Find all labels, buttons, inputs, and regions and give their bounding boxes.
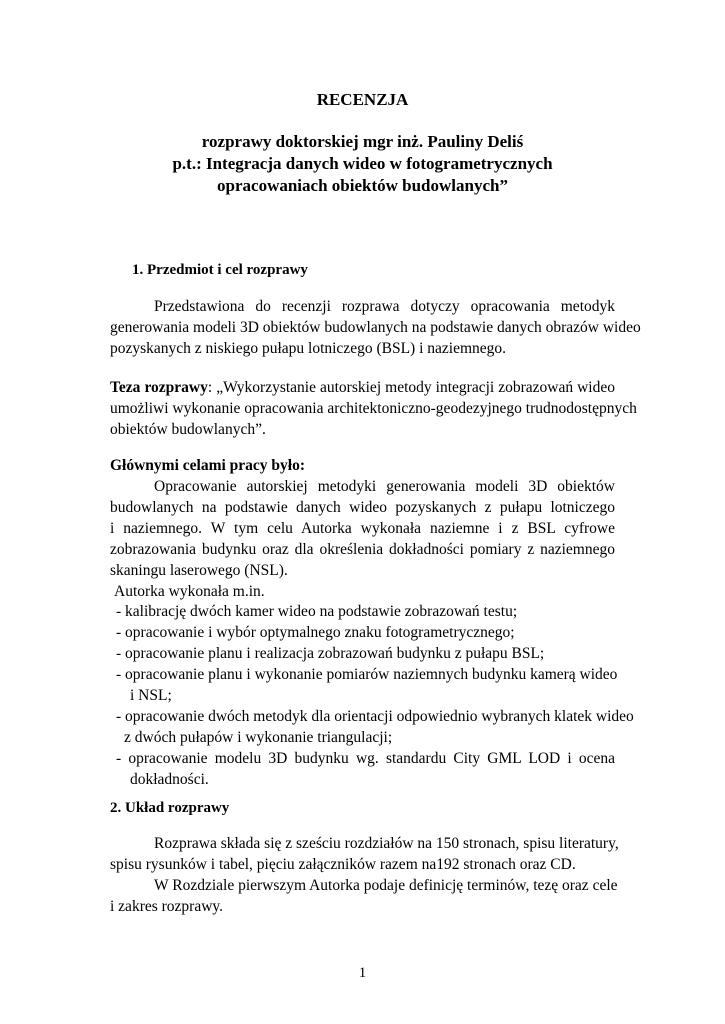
list-item-continuation: dokładności. [130,771,209,788]
section-1-intro [110,296,641,359]
section-1-heading: 1. Przedmiot i cel rozprawy [132,262,308,278]
goals-line-4: zobrazowania budynku oraz dla określenia dokładności pomiary z naziemnego [110,541,615,558]
goals-line-5: skaningu laserowego (NSL). [110,562,288,579]
thesis-label: Teza rozprawy [110,379,208,396]
goals-line-2: budowlanych na podstawie danych wideo pozyskanych z pułapu lotniczego [110,499,615,516]
list-item: - opracowanie dwóch metodyk dla orientacji odpowiednio wybranych klatek wideo [116,708,634,725]
intro-line-1: Przedstawiona do recenzji rozprawa dotyczy opracowania metodyk [154,298,615,315]
s2-p1-line-1: Rozprawa składa się z sześciu rozdziałów na 150 stronach, spisu literatury, [154,835,619,852]
goals-paragraph [110,455,615,602]
author-did: Autorka wykonała m.in. [114,583,265,600]
thesis-line-2: umożliwi wykonanie opracowania architektoniczno-geodezyjnego trudnodostępnych [110,400,637,417]
subtitle-line-3: opracowaniach obiektów budowlanych” [217,176,508,195]
section-2-paragraph-2 [110,875,618,917]
thesis-paragraph [110,377,637,440]
list-item: - opracowanie i wybór optymalnego znaku fotogrametrycznego; [116,624,515,641]
list-item-continuation: i NSL; [130,687,172,704]
list-item: - opracowanie planu i realizacja zobrazowań budynku z pułapu BSL; [116,645,545,662]
intro-line-3: pozyskanych z niskiego pułapu lotniczego (BSL) i naziemnego. [110,340,507,357]
section-2-heading: 2. Układ rozprawy [110,800,230,816]
goals-label: Głównymi celami pracy było: [110,457,306,474]
subtitle-line-2: p.t.: Integracja danych wideo w fotogrametrycznych [172,154,553,173]
subtitle-line-1: rozprawy doktorskiej mgr inż. Pauliny Deliś [201,132,524,151]
tasks-list [110,601,634,790]
intro-line-2: generowania modeli 3D obiektów budowlanych na podstawie danych obrazów wideo [110,319,641,336]
goals-line-3: i naziemnego. W tym celu Autorka wykonała naziemne i z BSL cyfrowe [110,520,615,537]
section-2-paragraph-1 [110,833,619,875]
thesis-line-1 [110,377,615,398]
list-item: - opracowanie planu i wykonanie pomiarów naziemnych budynku kamerą wideo [116,666,618,683]
s2-p2-line-1: W Rozdziale pierwszym Autorka podaje definicję terminów, tezę oraz cele [154,877,618,894]
s2-p2-line-2: i zakres rozprawy. [110,898,224,915]
list-item: - opracowanie modelu 3D budynku wg. standardu City GML LOD i ocena [116,750,615,767]
thesis-line-3: obiektów budowlanych”. [110,421,266,438]
page-number: 1 [358,965,367,981]
document-title: RECENZJA [316,90,409,109]
goals-line-1: Opracowanie autorskiej metodyki generowania modeli 3D obiektów [154,478,615,495]
thesis-text-1: : „Wykorzystanie autorskiej metody integracji zobrazowań wideo [207,379,615,396]
list-item: - kalibrację dwóch kamer wideo na podstawie zobrazowań testu; [116,603,518,620]
s2-p1-line-2: spisu rysunków i tabel, pięciu załączników razem na192 stronach oraz CD. [110,856,576,873]
list-item-continuation: z dwóch pułapów i wykonanie triangulacji; [124,729,393,746]
